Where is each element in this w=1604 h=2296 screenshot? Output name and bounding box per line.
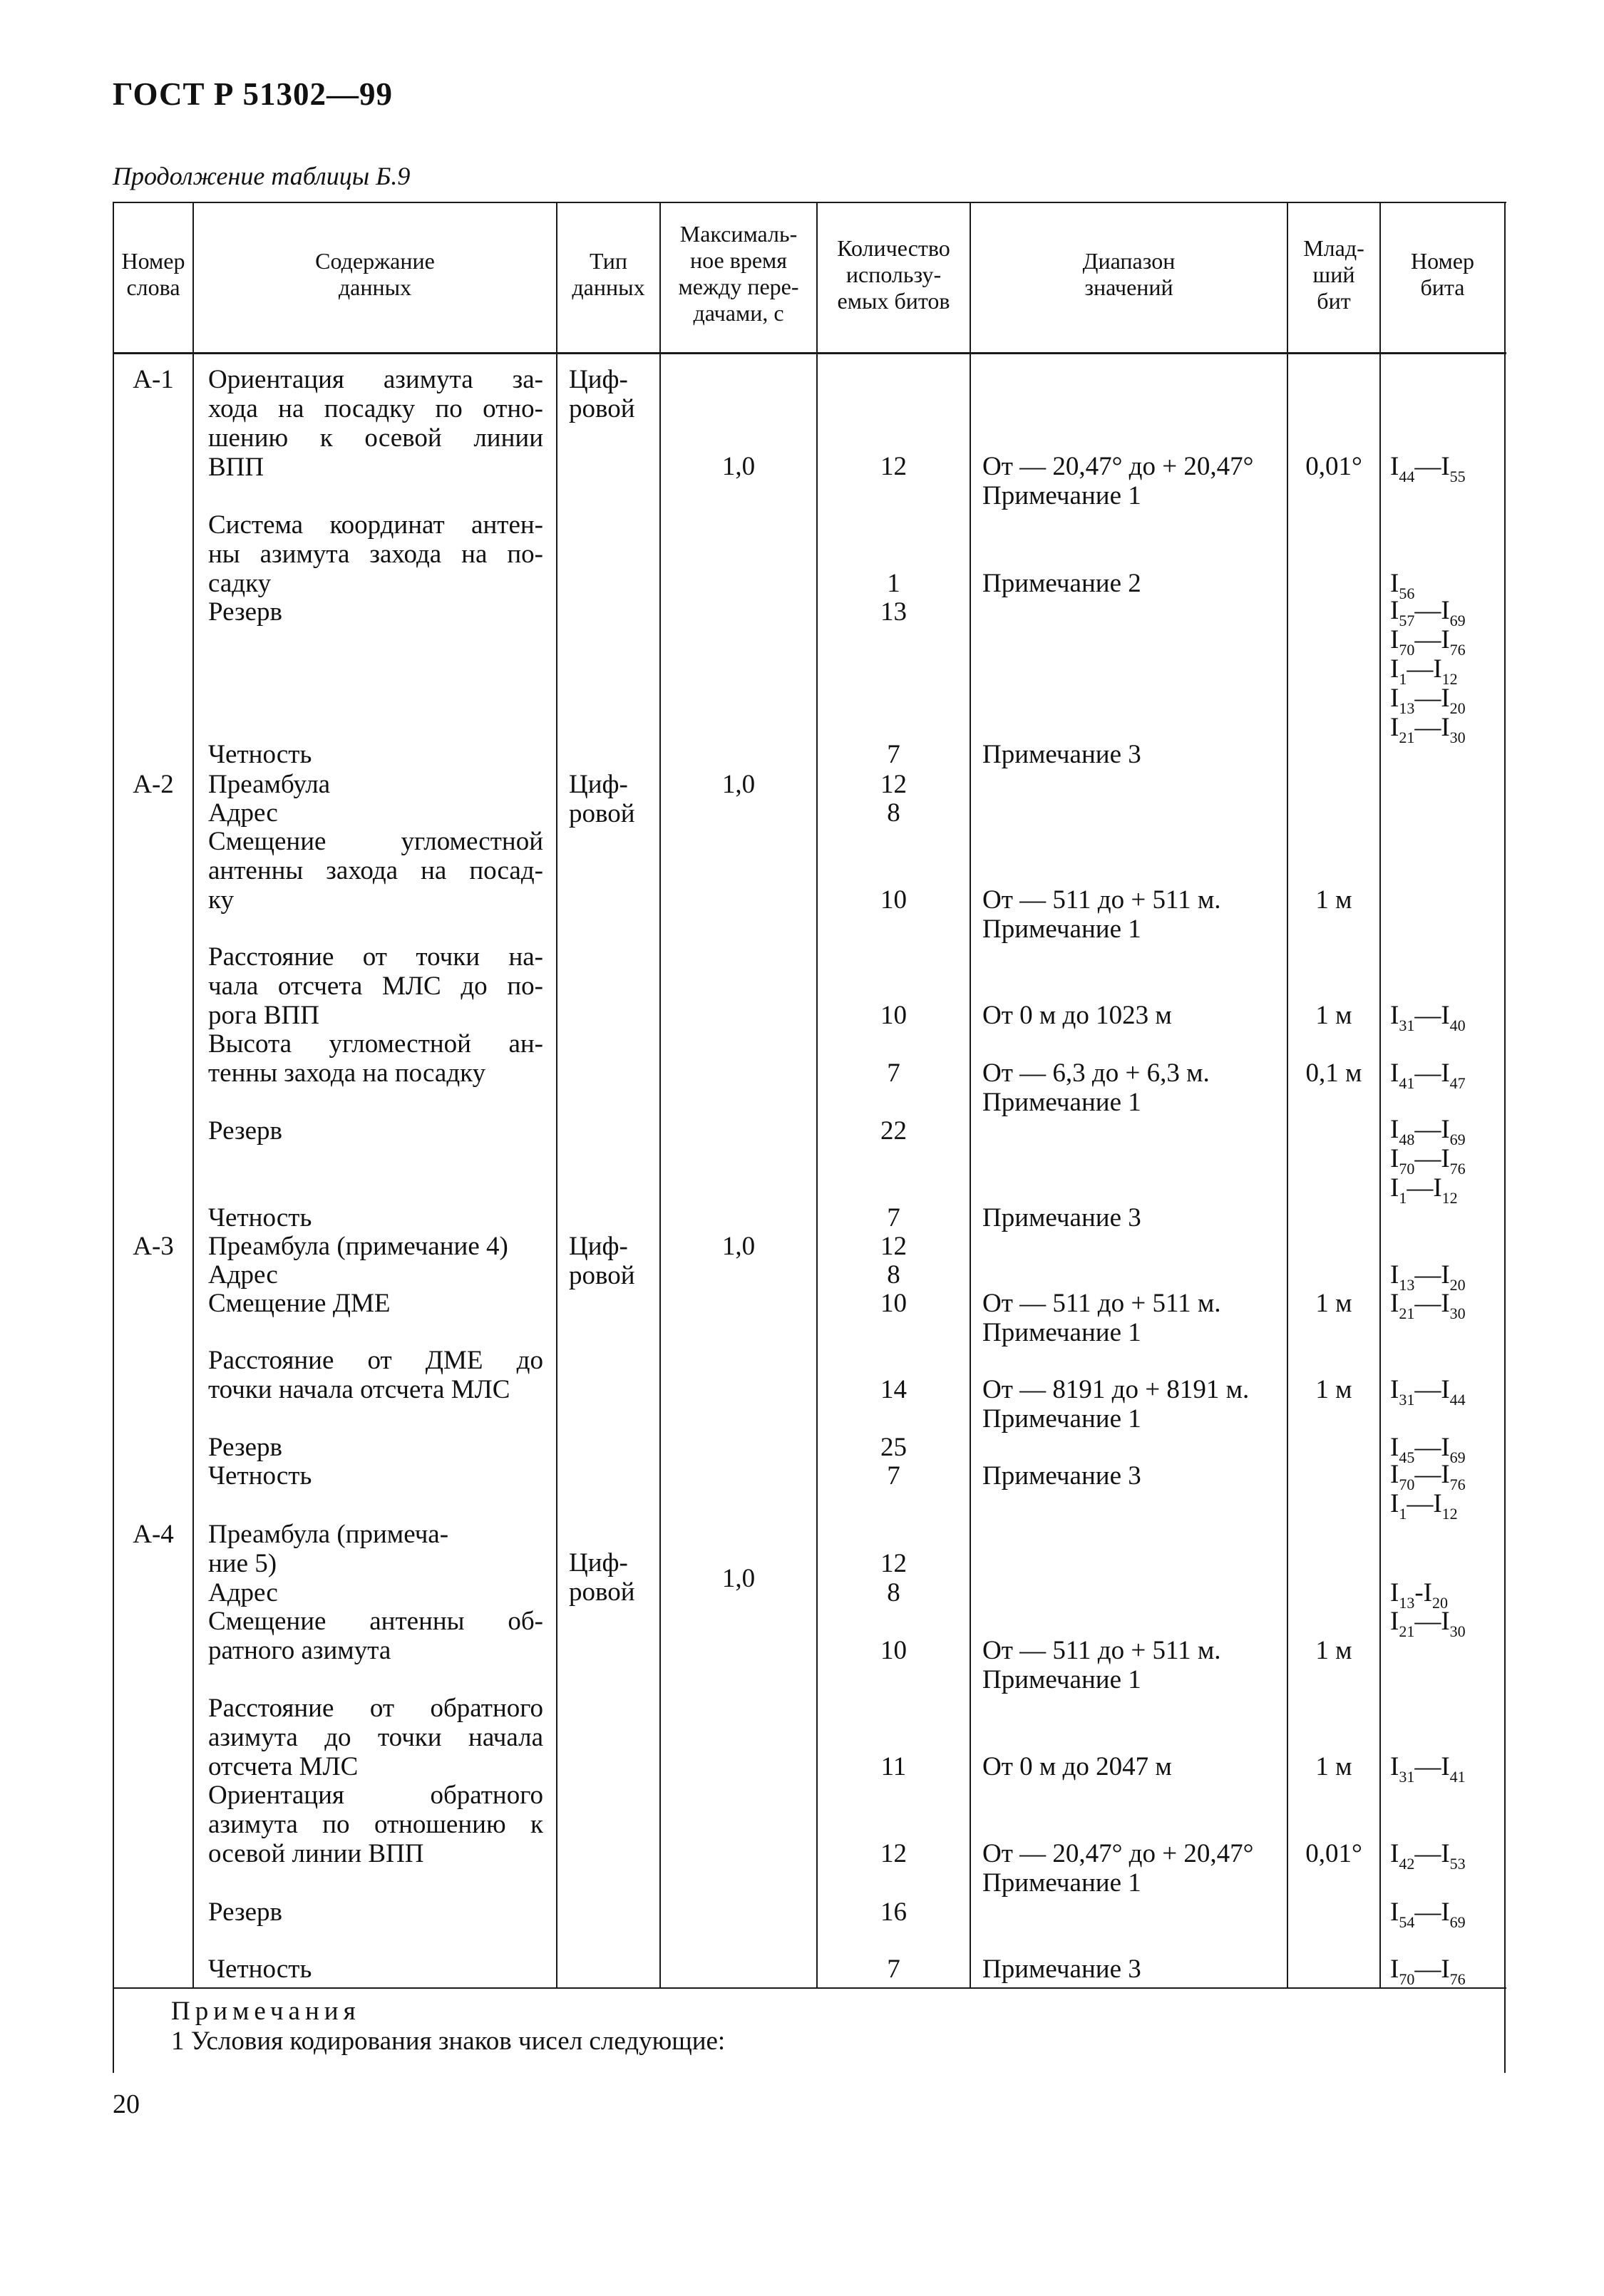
a3-dme-range: От — 511 до + 511 м. Примечание 1 [982,1289,1221,1347]
a2-distance-bitnum: $I_{31}—I_{40}$ [1390,1001,1466,1034]
a2-offset-lsb: 1 м [1315,885,1352,915]
a3-distance-bits: 14 [880,1375,907,1404]
a4-orient-range: От — 20,47° до + 20,47° Примечание 1 [982,1839,1254,1898]
a4-distance-content: Расстояние от обратного азимута до точки начала отсчета МЛС [208,1694,543,1781]
a3-address-bitnum: $I_{13}—I_{20}$ [1390,1260,1466,1294]
col-header-word: Номер слова [121,248,185,300]
a3-dme-label: Смещение ДМЕ [208,1289,391,1318]
a2-height-content: Высота угломестной ан- тенны захода на посадку [208,1029,543,1088]
header-bottom-rule [113,352,1506,354]
a3-dme-bits: 10 [880,1289,907,1318]
a3-distance-lsb: 1 м [1315,1375,1352,1404]
a4-parity-bitnum: $I_{70}—I_{76}$ [1390,1955,1466,1988]
a2-height-bitnum: $I_{41}—I_{47}$ [1390,1059,1466,1092]
a3-address-bits: 8 [887,1260,900,1289]
table-top-rule [113,202,1506,203]
a2-preamble-label: Преамбула [208,770,331,799]
a4-orient-lsb: 0,01° [1305,1839,1362,1868]
time-a1: 1,0 [721,452,756,481]
a2-address-bits: 8 [887,798,900,828]
a2-offset-bits: 10 [880,885,907,915]
a1-coord-bitnum: $I_{56}$ [1390,569,1415,602]
a3-parity-bitnum: $I_{70}—I_{76}$ $I_1—I_{12}$ [1390,1460,1466,1523]
a4-parity-label: Четность [208,1955,312,1984]
type-a2: Циф- ровой [569,770,635,828]
a4-address-label: Адрес [208,1578,278,1607]
time-a3: 1,0 [721,1232,756,1261]
a2-height-range: От — 6,3 до + 6,3 м. Примечание 1 [982,1059,1210,1117]
a2-offset-content: Смещение угломестной антенны захода на посад- ку [208,827,543,915]
a1-coord-bits: 1 [887,569,900,598]
a1-orient-range: От — 20,47° до + 20,47° Примечание 1 [982,452,1254,510]
table-bottom-rule [113,1987,1506,1989]
a4-preamble-bits: 12 [880,1549,907,1578]
a1-reserve-label: Резерв [208,597,282,627]
a2-distance-bits: 10 [880,1001,907,1030]
word-id-a2: А-2 [133,770,174,799]
a1-orient-content: Ориентация азимута за- хода на посадку по отно- шению к осевой линии ВПП [208,365,543,482]
a4-orient-bits: 12 [880,1839,907,1868]
a2-reserve-bits: 22 [880,1116,907,1146]
a3-parity-range: Примечание 3 [982,1461,1141,1491]
col-header-content: Содержание данных [315,248,435,300]
time-a4: 1,0 [721,1564,756,1593]
document-header: ГОСТ Р 51302—99 [113,76,394,112]
a4-reserve-bitnum: $I_{54}—I_{69}$ [1390,1898,1466,1931]
a1-coord-content: Система координат антен- ны азимута захода на по- садку [208,510,543,598]
col-rule-7 [1379,202,1381,1987]
col-rule-right [1504,202,1506,2073]
a3-distance-range: От — 8191 до + 8191 м. Примечание 1 [982,1375,1250,1433]
type-a3: Циф- ровой [569,1232,635,1290]
a4-offset-lsb: 1 м [1315,1636,1352,1665]
col-header-bitnum: Номер бита [1411,248,1474,300]
a2-distance-lsb: 1 м [1315,1001,1352,1030]
a3-preamble-label: Преамбула (примечание 4) [208,1232,508,1261]
a2-height-lsb: 0,1 м [1305,1059,1362,1088]
a1-reserve-bitnum: $I_{57}—I_{69}$ $I_{70}—I_{76}$ $I_1—I_{12}$ $I_{13}—I_{20}$ $I_{21}—I_{30}$ [1390,596,1466,746]
a1-parity-bits: 7 [887,740,900,769]
a4-reserve-label: Резерв [208,1898,282,1927]
a4-offset-bits: 10 [880,1636,907,1665]
word-id-a4: А-4 [133,1520,174,1549]
a2-preamble-bits: 12 [880,770,907,799]
a3-reserve-label: Резерв [208,1433,282,1462]
a4-distance-range: От 0 м до 2047 м [982,1752,1172,1781]
a3-preamble-bits: 12 [880,1232,907,1261]
a4-distance-bits: 11 [880,1752,907,1781]
note-1: 1 Условия кодирования знаков чисел следующие: [171,2027,726,2056]
a3-distance-bitnum: $I_{31}—I_{44}$ [1390,1375,1466,1409]
a2-distance-range: От 0 м до 1023 м [982,1001,1172,1030]
a4-address-bits: 8 [887,1578,900,1607]
a2-parity-bits: 7 [887,1203,900,1232]
a4-distance-bitnum: $I_{31}—I_{41}$ [1390,1752,1466,1786]
a4-parity-range: Примечание 3 [982,1955,1141,1984]
a1-orient-bits: 12 [880,452,907,481]
a1-reserve-bits: 13 [880,597,907,627]
a1-orient-bitnum: $I_{44}—I_{55}$ [1390,452,1466,485]
a4-parity-bits: 7 [887,1955,900,1984]
table-caption: Продолжение таблицы Б.9 [113,162,411,190]
notes-title: Примечания [171,1997,361,2026]
a4-distance-lsb: 1 м [1315,1752,1352,1781]
col-header-bits: Количество использу- емых битов [837,235,950,314]
a3-dme-lsb: 1 м [1315,1289,1352,1318]
a4-offset-content: Смещение антенны об- ратного азимута [208,1607,543,1665]
a3-dme-bitnum: $I_{21}—I_{30}$ [1390,1289,1466,1322]
a4-preamble-content: Преамбула (примеча- ние 5) [208,1520,449,1578]
a1-coord-range: Примечание 2 [982,569,1141,598]
a3-parity-bits: 7 [887,1461,900,1491]
a2-parity-label: Четность [208,1203,312,1232]
a4-reserve-bits: 16 [880,1898,907,1927]
page-number: 20 [113,2089,140,2119]
a2-reserve-bitnum: $I_{48}—I_{69}$ $I_{70}—I_{76}$ $I_1—I_{12}$ [1390,1115,1466,1207]
a4-offset-range: От — 511 до + 511 м. Примечание 1 [982,1636,1221,1694]
col-header-maxtime: Максималь- ное время между пере- дачами, с [678,221,799,326]
col-rule-left [113,202,114,2073]
a3-reserve-bits: 25 [880,1433,907,1462]
type-a1: Циф- ровой [569,365,635,423]
col-header-lsb: Млад- ший бит [1303,235,1364,314]
a2-height-bits: 7 [887,1059,900,1088]
a2-distance-content: Расстояние от точки на- чала отсчета МЛС до по- рога ВПП [208,942,543,1030]
a3-address-label: Адрес [208,1260,278,1289]
col-rule-2 [556,202,557,1987]
time-a2: 1,0 [721,770,756,799]
col-rule-5 [970,202,971,1987]
a1-parity-label: Четность [208,740,312,769]
a4-orient-content: Ориентация обратного азимута по отношению к осевой линии ВПП [208,1781,543,1868]
word-id-a1: А-1 [133,365,174,394]
a4-orient-bitnum: $I_{42}—I_{53}$ [1390,1839,1466,1873]
a4-address-bitnum: $I_{13}-I_{20}$ [1390,1578,1448,1612]
a1-orient-lsb: 0,01° [1305,452,1362,481]
type-a4: Циф- ровой [569,1548,635,1607]
a2-offset-range: От — 511 до + 511 м. Примечание 1 [982,885,1221,944]
col-header-type: Тип данных [572,248,645,300]
a3-reserve-bitnum: $I_{45}—I_{69}$ [1390,1433,1466,1466]
col-header-range: Диапазон значений [1082,248,1176,300]
a3-distance-content: Расстояние от ДМЕ до точки начала отсчета МЛС [208,1346,543,1404]
a3-parity-label: Четность [208,1461,312,1491]
col-rule-1 [192,202,194,1987]
a2-reserve-label: Резерв [208,1116,282,1146]
a4-offset-bitnum: $I_{21}—I_{30}$ [1390,1607,1466,1640]
a2-parity-range: Примечание 3 [982,1203,1141,1232]
a1-parity-range: Примечание 3 [982,740,1141,769]
a2-address-label: Адрес [208,798,278,828]
word-id-a3: А-3 [133,1232,174,1261]
